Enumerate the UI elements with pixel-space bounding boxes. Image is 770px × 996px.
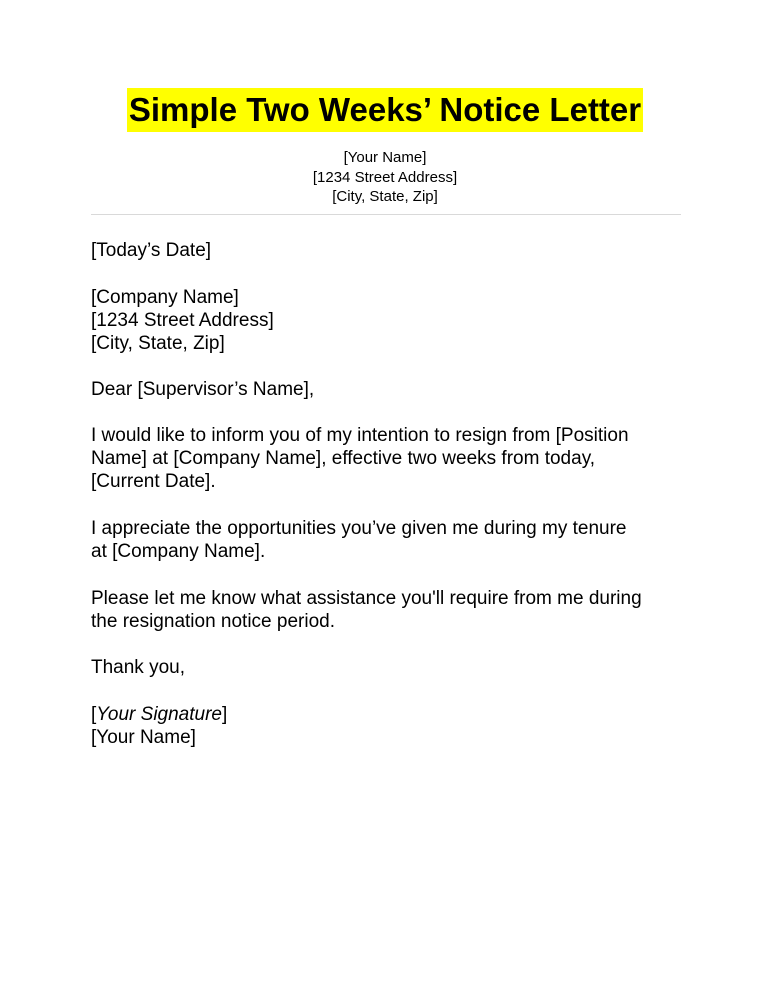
- paragraph-line: I appreciate the opportunities you’ve given me during my tenure: [91, 518, 627, 539]
- salutation-block: [91, 378, 691, 401]
- header-divider: [91, 214, 681, 215]
- paragraph-appreciation: [91, 517, 691, 563]
- closing-block: [91, 656, 691, 679]
- recipient-city: [City, State, Zip]: [91, 333, 225, 355]
- signature-close-bracket: ]: [221, 704, 228, 725]
- document-title: Simple Two Weeks’ Notice Letter: [127, 88, 643, 132]
- signature-placeholder: Your Signature: [96, 704, 222, 725]
- paragraph-line: Please let me know what assistance you'll require from me during: [91, 588, 642, 609]
- title-container: [0, 88, 770, 132]
- paragraph-line: [Current Date].: [91, 471, 216, 493]
- paragraph-intent: [91, 424, 691, 494]
- sender-name: [Your Name]: [343, 149, 427, 166]
- sender-city: [City, State, Zip]: [332, 188, 438, 205]
- recipient-address-block: [91, 286, 691, 356]
- paragraph-line: the resignation notice period.: [91, 611, 335, 633]
- sender-address-block: [0, 148, 770, 207]
- closing: Thank you,: [91, 657, 185, 678]
- signature-line: [91, 703, 691, 726]
- salutation: Dear [Supervisor’s Name],: [91, 379, 315, 400]
- date-line: [91, 239, 691, 262]
- paragraph-line: at [Company Name].: [91, 541, 266, 563]
- recipient-company: [Company Name]: [91, 287, 239, 308]
- paragraph-line: Name] at [Company Name], effective two weeks from today,: [91, 448, 596, 470]
- letter-date: [Today’s Date]: [91, 240, 212, 261]
- sender-street: [1234 Street Address]: [312, 168, 458, 186]
- signer-name: [Your Name]: [91, 727, 196, 749]
- paragraph-assistance: [91, 587, 691, 633]
- signature-open-bracket: [: [91, 704, 97, 725]
- paragraph-line: I would like to inform you of my intention to resign from [Position: [91, 425, 629, 446]
- recipient-street: [1234 Street Address]: [91, 310, 274, 332]
- signature-block: [91, 703, 691, 749]
